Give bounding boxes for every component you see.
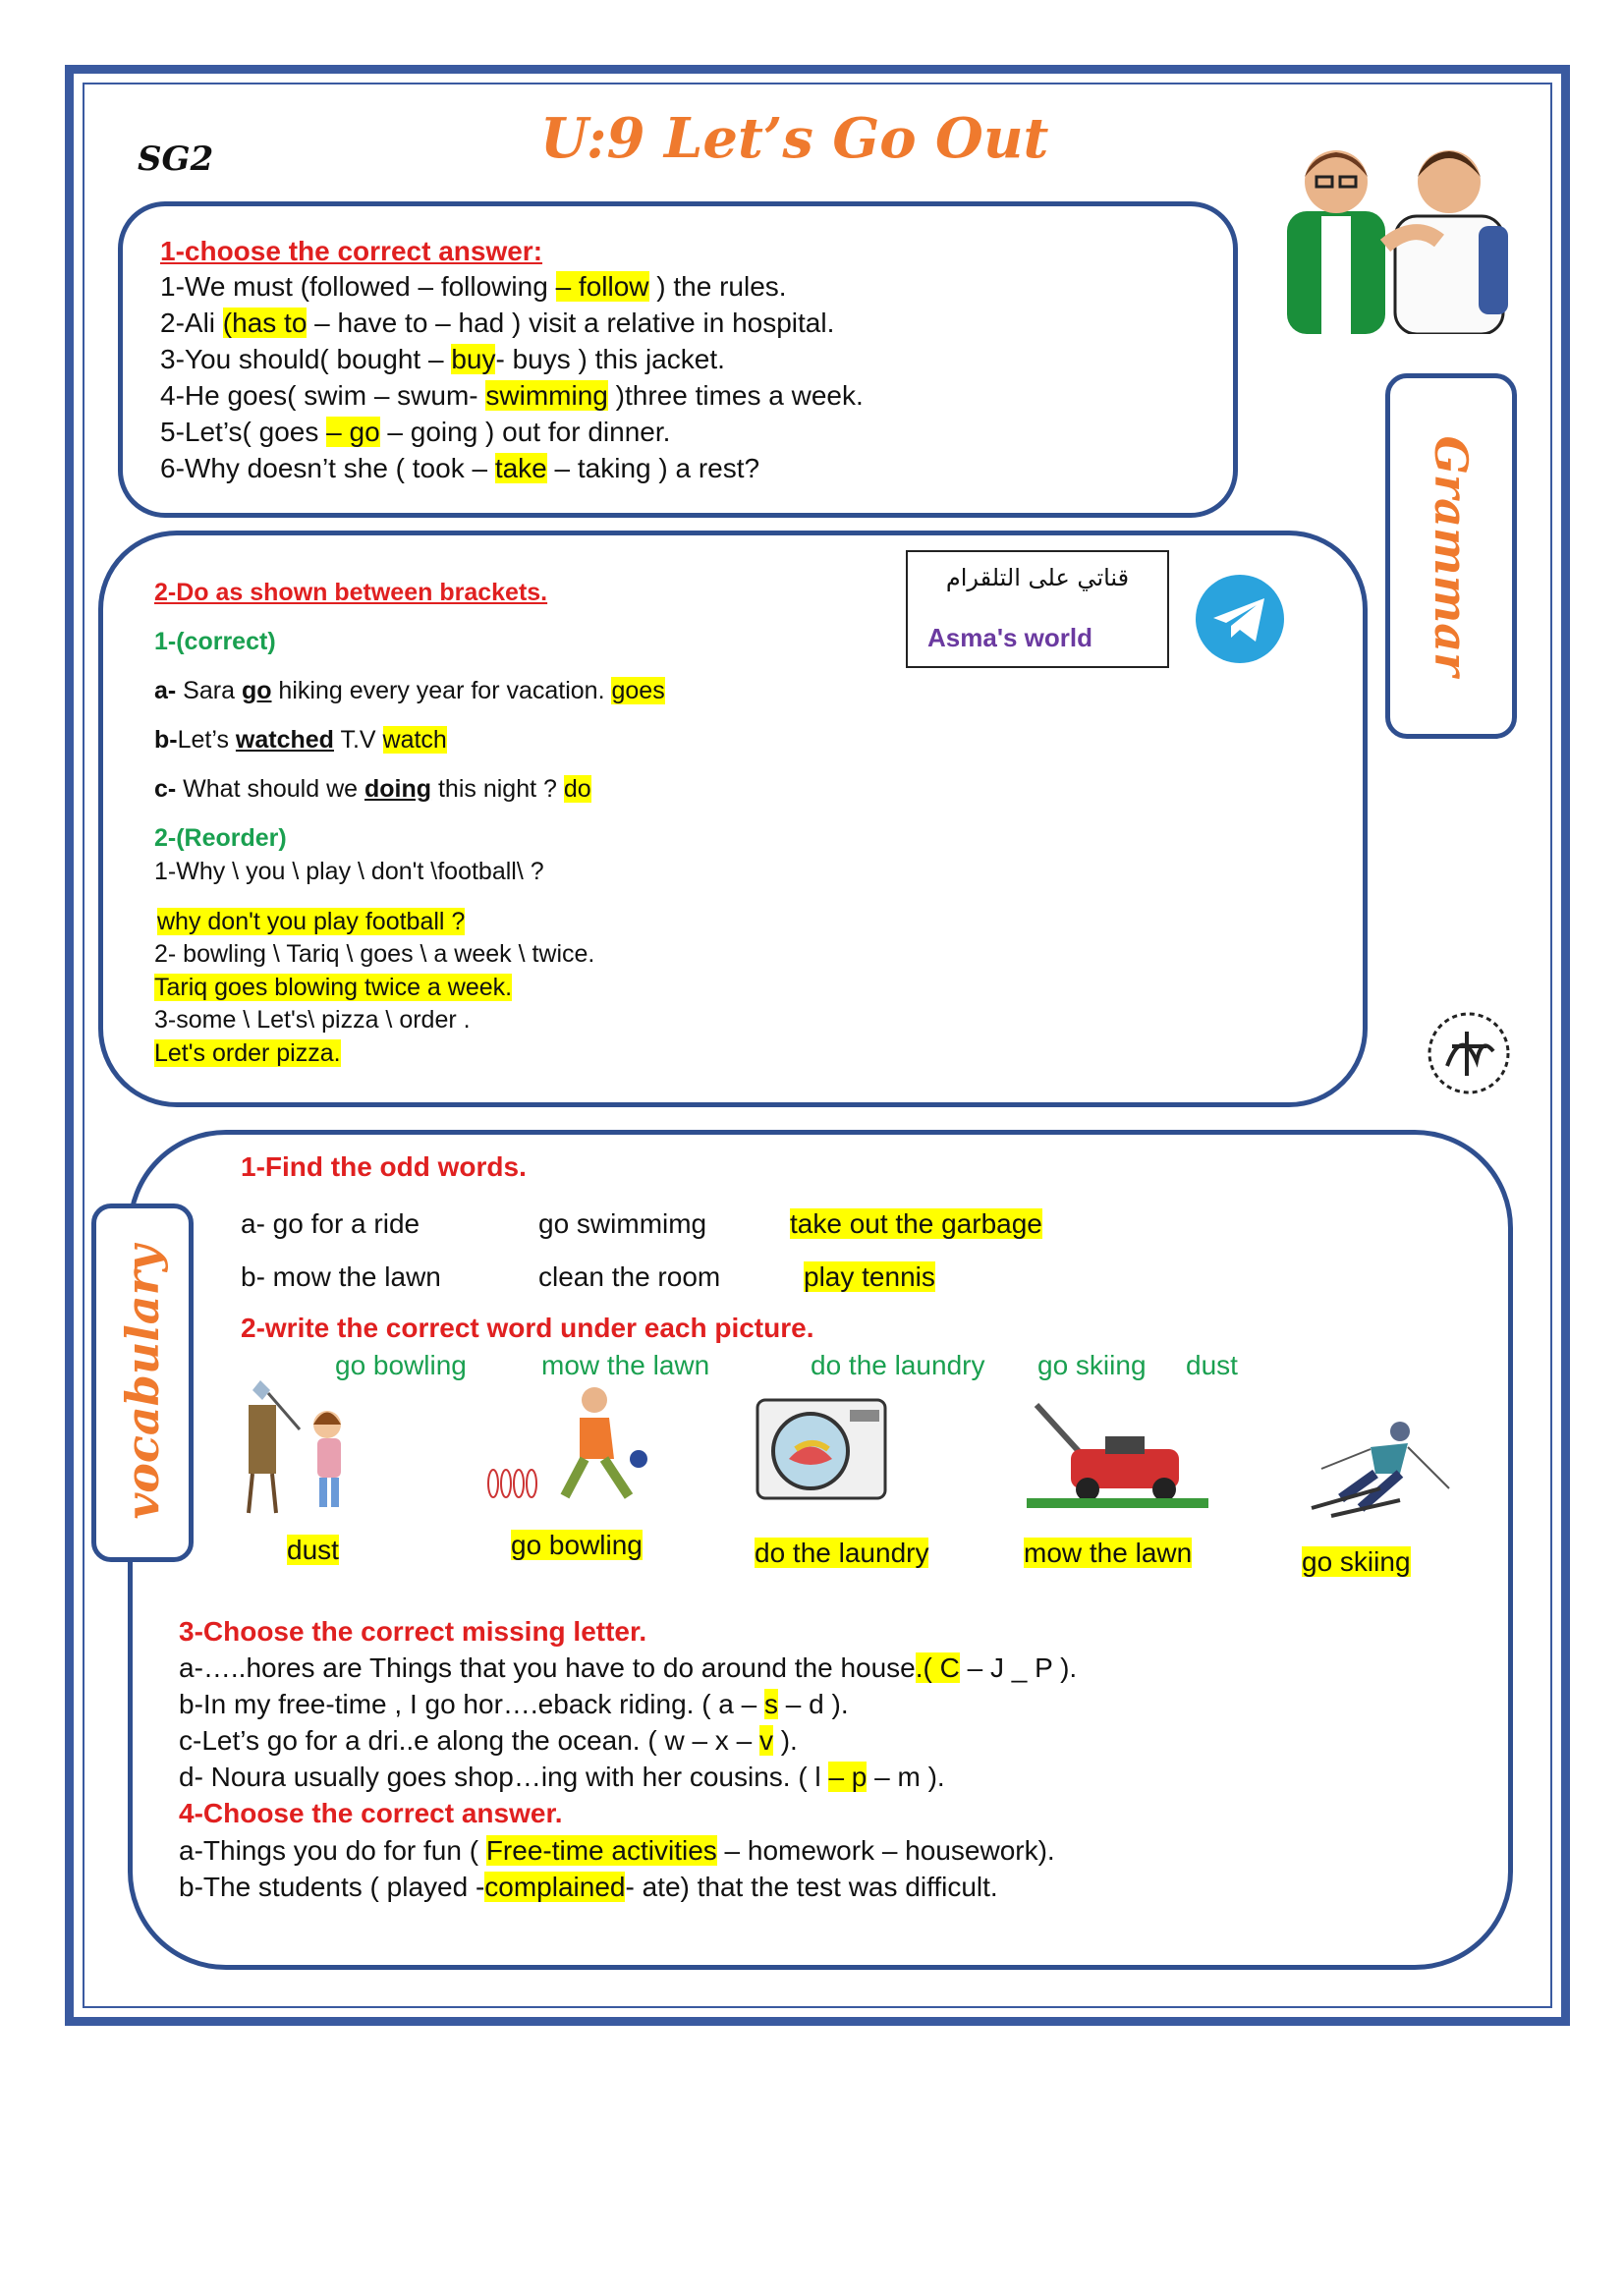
dusting-picture	[241, 1375, 373, 1518]
answer-mow-the-lawn: mow the lawn	[1024, 1538, 1193, 1568]
word-bank-4: go skiing	[1037, 1350, 1147, 1380]
reorder-3-answer: Let's order pizza.	[154, 1039, 341, 1067]
reorder-2-answer: Tariq goes blowing twice a week.	[154, 974, 513, 1001]
vocabulary-side-label: vocabulary	[116, 1245, 169, 1520]
vocab1-heading: 1-Find the odd words.	[241, 1151, 527, 1182]
answer-go-skiing: go skiing	[1302, 1546, 1411, 1577]
grammar1-q5: 5-Let’s( goes – go – going ) out for dinner.	[160, 417, 671, 447]
channel-box	[906, 550, 1169, 668]
grammar-exercise-2	[98, 531, 1368, 1107]
vocab4-a: a-Things you do for fun ( Free-time activities – homework – housework).	[179, 1835, 1055, 1866]
vocab2-heading: 2-write the correct word under each picture.	[241, 1313, 814, 1343]
reorder-3-question: 3-some \ Let's\ pizza \ order .	[154, 1006, 471, 1034]
boys-illustration	[1267, 138, 1523, 334]
channel-arabic: قناتي على التلقرام	[945, 564, 1130, 591]
grammar2-heading: 2-Do as shown between brackets.	[154, 579, 548, 606]
bowling-picture	[481, 1380, 663, 1513]
answer-dust: dust	[287, 1535, 339, 1565]
reorder-1-question: 1-Why \ you \ play \ don't \football\ ?	[154, 858, 544, 885]
word-bank-2: mow the lawn	[541, 1350, 710, 1380]
grammar1-q3: 3-You should( bought – buy- buys ) this jacket.	[160, 344, 725, 374]
calligraphy-logo	[1423, 1007, 1516, 1100]
odd-a-answer: take out the garbage	[790, 1208, 1042, 1239]
odd-a-2: go swimmimg	[538, 1208, 707, 1239]
reorder-1-answer: why don't you play football ?	[157, 908, 466, 935]
word-bank-3: do the laundry	[811, 1350, 985, 1380]
page-title: U:9 Let’s Go Out	[540, 106, 1049, 171]
missing-letter-d: d- Noura usually goes shop…ing with her cousins. ( l – p – m ).	[179, 1762, 945, 1792]
odd-b-answer: play tennis	[804, 1261, 935, 1292]
grammar1-q6: 6-Why doesn’t she ( took – take – taking ) a rest?	[160, 453, 760, 483]
grammar1-q4: 4-He goes( swim – swum- swimming )three times a week.	[160, 380, 864, 411]
grammar-exercise-1	[118, 201, 1238, 518]
odd-a-1: a- go for a ride	[241, 1208, 420, 1239]
grammar1-q2: 2-Ali (has to – have to – had ) visit a relative in hospital.	[160, 308, 835, 338]
vocab3-heading: 3-Choose the correct missing letter.	[179, 1616, 647, 1647]
correct-a: a- Sara go hiking every year for vacation. goes	[154, 677, 665, 704]
telegram-icon	[1194, 573, 1286, 665]
odd-b-1: b- mow the lawn	[241, 1261, 441, 1292]
word-bank-5: dust	[1186, 1350, 1238, 1380]
channel-name: Asma's world	[927, 623, 1093, 652]
correct-c: c- What should we doing this night ? do	[154, 775, 591, 803]
grammar1-heading: 1-choose the correct answer:	[160, 236, 543, 266]
missing-letter-c: c-Let’s go for a dri..e along the ocean. ( w – x – v ).	[179, 1725, 798, 1756]
odd-b-2: clean the room	[538, 1261, 721, 1292]
skiing-picture	[1302, 1420, 1459, 1518]
grammar1-q1: 1-We must (followed – following – follow ) the rules.	[160, 271, 787, 302]
reorder-heading: 2-(Reorder)	[154, 824, 287, 852]
correct-b: b-Let’s watched T.V watch	[154, 726, 447, 754]
missing-letter-b: b-In my free-time , I go hor….eback riding. ( a – s – d ).	[179, 1689, 849, 1719]
vocab4-b: b-The students ( played -complained- ate) that the test was difficult.	[179, 1872, 998, 1902]
sheet-code: SG2	[138, 140, 214, 179]
answer-do-the-laundry: do the laundry	[755, 1538, 929, 1568]
word-bank-1: go bowling	[335, 1350, 467, 1380]
grammar-side-label: Grammar	[1425, 435, 1478, 677]
lawnmower-picture	[1027, 1395, 1208, 1508]
missing-letter-a: a-…..hores are Things that you have to do around the house.( C – J _ P ).	[179, 1652, 1078, 1683]
correct-heading: 1-(correct)	[154, 628, 276, 655]
laundry-picture	[752, 1380, 894, 1503]
vocab4-heading: 4-Choose the correct answer.	[179, 1798, 563, 1828]
answer-go-bowling: go bowling	[511, 1530, 643, 1560]
reorder-2-question: 2- bowling \ Tariq \ goes \ a week \ twice.	[154, 940, 595, 968]
